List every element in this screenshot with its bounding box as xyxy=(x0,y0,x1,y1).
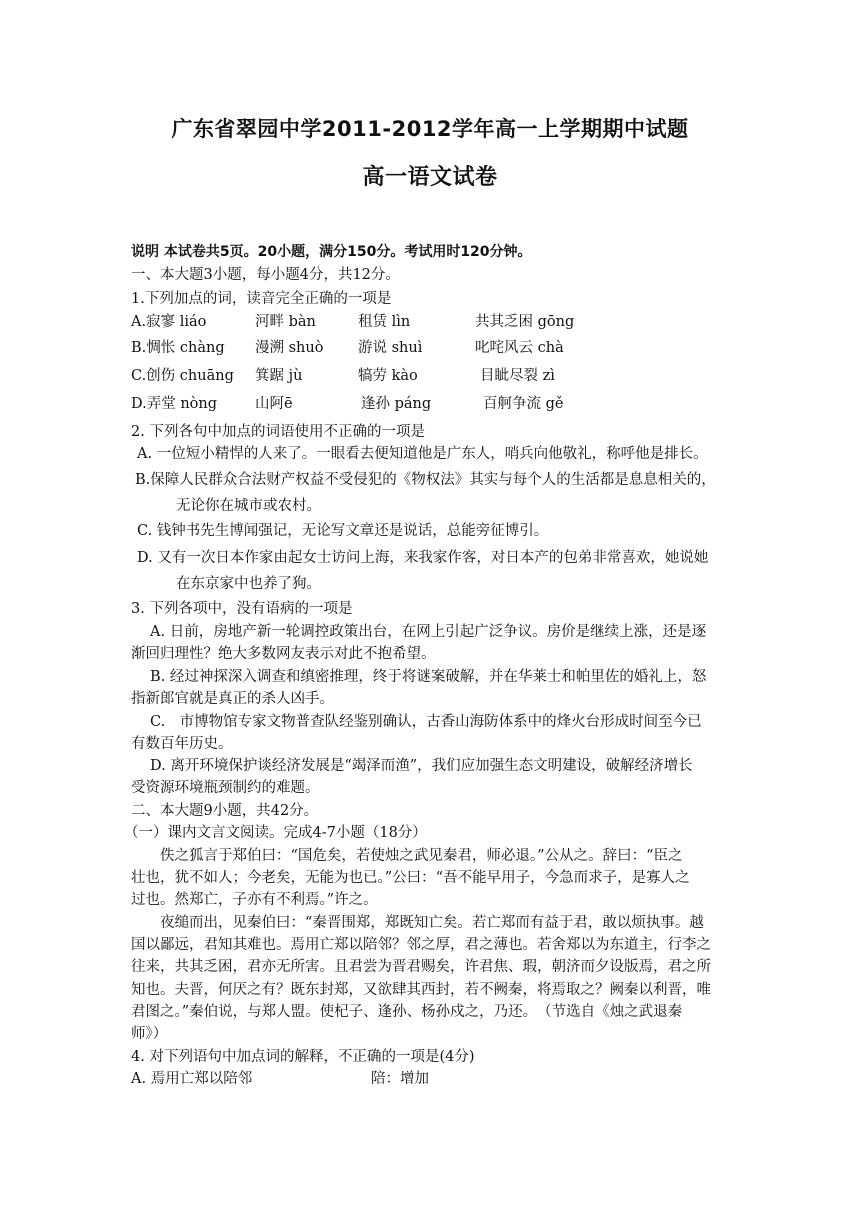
passage-line: 佚之狐言于郑伯曰：“国危矣，若使烛之武见秦君，师必退。”公从之。辞曰：“臣之 xyxy=(160,848,683,864)
q1-option-cell: C.创伤 chuāng xyxy=(131,368,234,384)
q1-option-cell: 共其乏困 gōng xyxy=(475,314,575,330)
q2-option-c: C. 钱钟书先生博闻强记，无论写文章还是说话，总能旁征博引。 xyxy=(137,523,549,539)
passage-line: 壮也，犹不如人；今老矣，无能为也已。”公曰：“吾不能早用子，今急而求子，是寡人之 xyxy=(131,870,690,886)
q1-option-cell: 百舸争流 gě xyxy=(483,396,564,412)
q2-option-b: B.保障人民群众合法财产权益不受侵犯的《物权法》其实与每个人的生活都是息息相关的， xyxy=(135,472,716,488)
q1-option-cell: 箕踞 jù xyxy=(255,368,303,384)
q3-option-d: D. 离开环境保护谈经济发展是“竭泽而渔”，我们应加强生态文明建设，破解经济增长 xyxy=(150,758,693,774)
section2-subheading: （一）课内文言文阅读。完成4-7小题（18分） xyxy=(124,825,427,841)
q3-option-c: C. 市博物馆专家文物普查队经鉴别确认，古香山海防体系中的烽火台形成时间至今已 xyxy=(150,714,702,730)
q4-stem: 4. 对下列语句中加点词的解释，不正确的一项是(4分) xyxy=(131,1049,475,1065)
section1-heading: 一、本大题3小题，每小题4分，共12分。 xyxy=(131,267,400,283)
q1-option-cell: 叱咤风云 chà xyxy=(475,340,564,356)
q1-option-cell: 游说 shuì xyxy=(358,340,423,356)
q1-option-cell: 逢孙 páng xyxy=(361,396,432,412)
q1-option-cell: 漫溯 shuò xyxy=(255,340,324,356)
q1-option-cell: 租赁 lìn xyxy=(358,314,411,330)
q3-stem: 3. 下列各项中，没有语病的一项是 xyxy=(131,601,353,617)
page-subtitle: 高一语文试卷 xyxy=(362,165,498,190)
q2-option-a: A. 一位短小精悍的人来了。一眼看去便知道他是广东人，哨兵向他敬礼，称呼他是排长。 xyxy=(137,446,708,462)
passage-line: 往来，共其乏困，君亦无所害。且君尝为晋君赐矣，许君焦、瑕，朝济而夕设版焉，君之所 xyxy=(131,959,711,975)
q3-option-b-cont: 指新郎官就是真正的杀人凶手。 xyxy=(131,691,334,707)
q4-option-a: A. 焉用亡郑以陪邻 xyxy=(131,1071,253,1087)
q1-option-cell: 犒劳 kào xyxy=(358,368,418,384)
q3-option-d-cont: 受资源环境瓶颈制约的难题。 xyxy=(131,780,320,796)
q3-option-b: B. 经过神探深入调查和缜密推理，终于将谜案破解，并在华莱士和帕里佐的婚礼上，怒 xyxy=(150,669,707,685)
q2-stem: 2. 下列各句中加点的词语使用不正确的一项是 xyxy=(131,424,425,440)
passage-line: 知也。夫晋，何厌之有？既东封郑，又欲肆其西封，若不阙秦，将焉取之？阙秦以利晋，唯 xyxy=(131,982,711,998)
instructions: 说明 本试卷共5页。20小题，满分150分。考试用时120分钟。 xyxy=(131,244,532,260)
passage-line: 过也。然郑亡，子亦有不利焉。”许之。 xyxy=(131,892,378,908)
q3-option-a-cont: 渐回归理性？绝大多数网友表示对此不抱希望。 xyxy=(131,646,436,662)
page-title: 广东省翠园中学2011-2012学年高一上学期期中试题 xyxy=(171,117,689,141)
q1-option-cell: A.寂寥 liáo xyxy=(131,314,207,330)
q1-option-cell: B.惆怅 chàng xyxy=(131,340,225,356)
q4-option-a-meaning: 陪：增加 xyxy=(371,1071,429,1087)
q1-option-cell: 山阿ē xyxy=(255,396,293,412)
q1-stem: 1.下列加点的词，读音完全正确的一项是 xyxy=(131,291,392,307)
passage-line: 师》） xyxy=(131,1026,168,1042)
q1-option-cell: D.弄堂 nòng xyxy=(131,396,218,412)
passage-line: 夜缒而出，见秦伯曰：“秦晋围郑，郑既知亡矣。若亡郑而有益于君，敢以烦执事。越 xyxy=(160,915,704,931)
passage-line: 国以鄙远，君知其难也。焉用亡郑以陪邻？邻之厚，君之薄也。若舍郑以为东道主，行李之 xyxy=(131,937,711,953)
section2-heading: 二、本大题9小题，共42分。 xyxy=(131,803,319,819)
passage-line: 君图之。”秦伯说，与郑人盟。使杞子、逢孙、杨孙戍之，乃还。 （节选自《烛之武退秦 xyxy=(131,1004,683,1020)
q2-option-b-cont: 无论你在城市或农村。 xyxy=(176,498,321,514)
q2-option-d-cont: 在东京家中也养了狗。 xyxy=(176,576,321,592)
q1-option-cell: 目眦尽裂 zì xyxy=(480,368,555,384)
q3-option-a: A. 日前，房地产新一轮调控政策出台，在网上引起广泛争议。房价是继续上涨，还是逐 xyxy=(150,624,707,640)
q3-option-c-cont: 有数百年历史。 xyxy=(131,736,233,752)
q2-option-d: D. 又有一次日本作家由起女士访问上海，来我家作客，对日本产的包弟非常喜欢，她说她 xyxy=(137,550,709,566)
q1-option-cell: 河畔 bàn xyxy=(255,314,316,330)
